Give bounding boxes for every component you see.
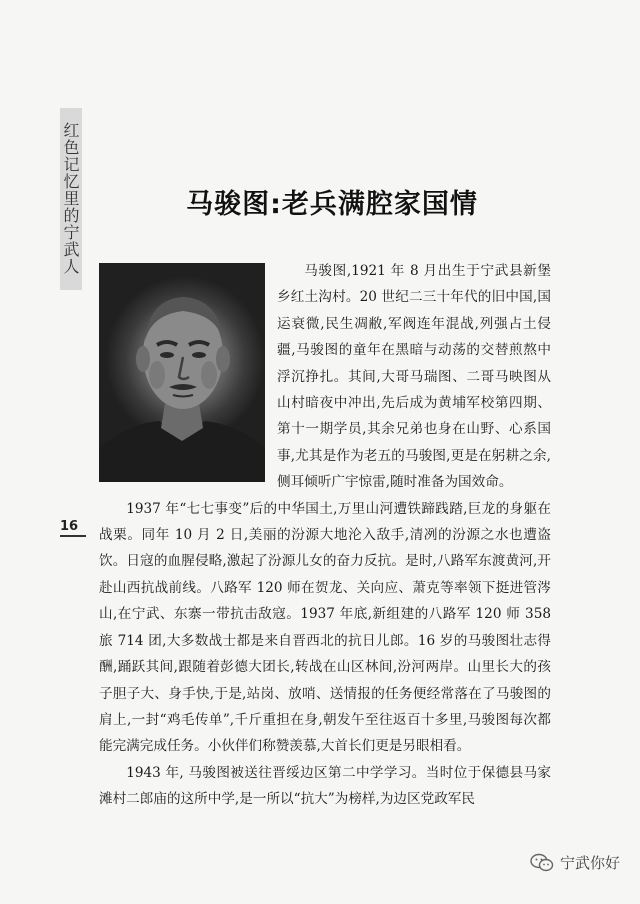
- page-number-underline: [60, 535, 86, 537]
- article-body: [99, 258, 551, 813]
- watermark-label: 宁武你好: [559, 854, 620, 872]
- paragraph: 1937 年“七七事变”后的中华国土,万里山河遭铁蹄践踏,巨龙的身躯在战栗。同年 10 月 2 日,美丽的汾源大地沦入敌手,清冽的汾源之水也遭盗饮。日寇的血腥侵略,激起了汾源儿女的奋力反抗。是时,八路军东渡黄河,开赴山西抗战前线。八路军 120 师在贺龙、关向应、萧克等率领下挺进管涔山,在宁武、东寨一带抗击敌寇。1937 年底,新组建的八路军 120 师 358 旅 714 团,大多数战士都是来自晋西北的抗日儿郎。16 岁的马骏图壮志得酬,踊跃其间,跟随着彭德大团长,转战在山区林间,汾河两岸。山里长大的孩子胆子大、身手快,于是,站岗、放哨、送情报的任务便经常落在了马骏图的肩上,一封“鸡毛传单”,千斤重担在身,朝发午至往返百十多里,马骏图每次都能完满完成任务。小伙伴们称赞羡慕,大首长们更是另眼相看。: [99, 500, 551, 755]
- watermark: [530, 852, 620, 873]
- page-number: 16: [60, 519, 79, 534]
- photo-spacer: [99, 258, 277, 484]
- wechat-icon: [530, 853, 554, 873]
- series-title: 红色记忆里的宁武人: [61, 122, 80, 275]
- page-title: 马骏图:老兵满腔家国情: [186, 189, 478, 220]
- paragraph: 马骏图,1921 年 8 月出生于宁武县新堡乡红土沟村。20 世纪二三十年代的旧中国,国运衰微,民生凋敝,军阀连年混战,列强占土侵疆,马骏图的童年在黑暗与动荡的交替煎熬中浮沉挣扎。其间,大哥马瑞图、二哥马映图从山村暗夜中冲出,先后成为黄埔军校第四期、第十一期学员,其余兄弟也身在山野、心系国事,尤其是作为老五的马骏图,更是在躬耕之余,侧耳倾听广宇惊雷,随时准备为国效命。: [277, 263, 551, 491]
- paragraph: 1943 年, 马骏图被送往晋绥边区第二中学学习。当时位于保德县马家滩村二郎庙的这所中学,是一所以“抗大”为榜样,为边区党政军民: [99, 764, 551, 808]
